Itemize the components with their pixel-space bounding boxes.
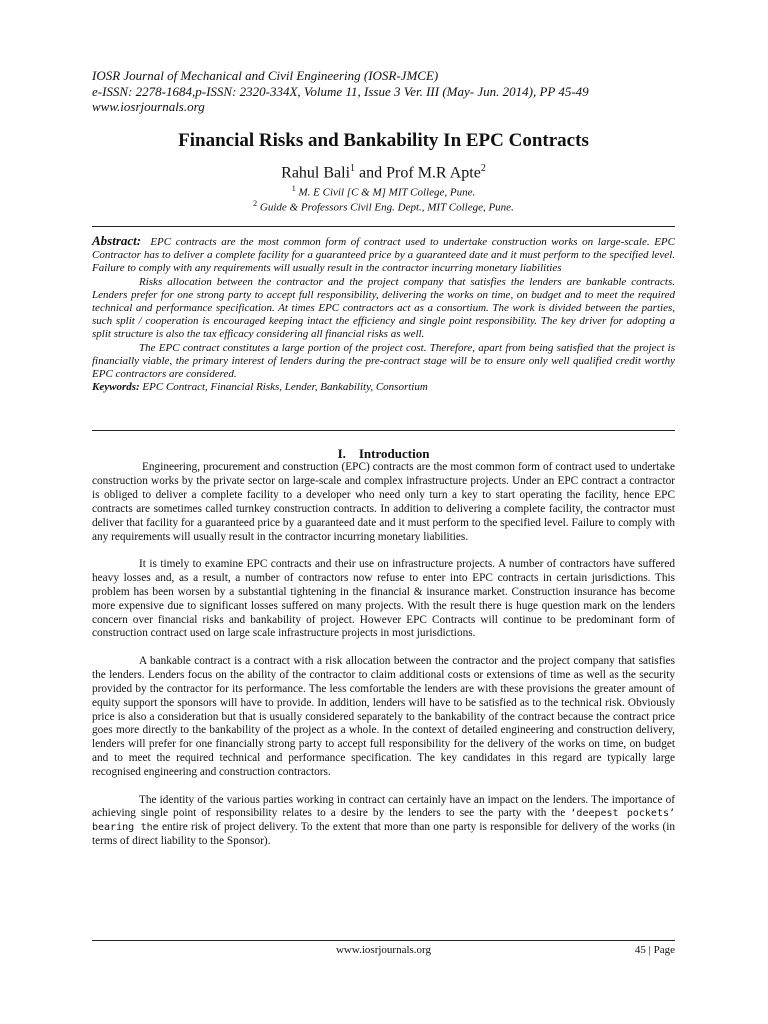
keywords-label: Keywords: xyxy=(92,381,140,394)
author-1: Rahul Bali xyxy=(281,164,351,182)
affiliation-1 xyxy=(92,184,675,199)
abstract-paragraph-2: Risks allocation between the contractor and the project company that satisfies the lenders are bankable contracts. Lenders prefer for one strong party to accept full responsibility, delivering the works on time, on budget and to meet the required technical and performance specification. At times EPC contractors act as a consortium. The work is divided between the parties, such split / cooperation is encouraged keeping intact the efficiency and single point responsibility. The key driver for adopting a split structure is also the tax efficacy considering all financial risks as well. xyxy=(92,275,675,341)
abstract-paragraph-1 xyxy=(92,234,675,276)
footer-divider xyxy=(92,940,675,941)
body-paragraph-4-a: The identity of the various parties working in contract can certainly have an impact on the lenders. The importance of achieving single point of responsibility relates to a desire by the lenders to see the party with the xyxy=(92,793,675,820)
body-text xyxy=(92,461,675,863)
affiliation-1-sup: 1 xyxy=(291,184,296,193)
author-2: and Prof M.R Apte xyxy=(355,164,481,182)
body-paragraph-3: A bankable contract is a contract with a risk allocation between the contractor and the project company that satisfies the lenders. Lenders focus on the ability of the contractor to claim additional costs or extensions of time as well as the security provided by the contractor for its performance. The less comfortable the lenders are with these provisions the greater amount of equity support the sponsors will have to provide. In addition, lenders will have to be satisfied as to the technical risk. Obviously price is also a consideration but that is usually considered separately to the bankability of the contract because the contract price goes more directly to the bankability of the project as a whole. In the context of detailed engineering and construction delivery, lenders will prefer for one financially strong party to accept full responsibility for the delivery of the works on time, on budget and to meet the required technical and performance specification. The key candidates in this regard are typically large recognised engineering and construction contractors. xyxy=(92,654,675,779)
section-heading xyxy=(92,446,675,462)
abstract-divider xyxy=(92,430,675,431)
footer-page-number: 45 | Page xyxy=(634,944,675,956)
journal-header xyxy=(92,68,675,115)
header-divider xyxy=(92,226,675,227)
body-paragraph-4 xyxy=(92,794,675,850)
footer-site: www.iosrjournals.org xyxy=(335,944,432,956)
affiliation-1-text: M. E Civil [C & M] MIT College, Pune. xyxy=(298,186,476,199)
abstract-label: Abstract: xyxy=(92,233,142,248)
body-paragraph-2: It is timely to examine EPC contracts and their use on infrastructure projects. A number of contractors have suffered heavy losses and, as a result, a number of contractors now refuse to enter into EPC contracts in certain jurisdictions. This problem has been worsen by a substantial tightening in the financial & insurance market. Construction insurance has become more expensive due to significant losses suffered on many projects. With the result there is huge question mark on the lenders concern over financial risks and bankability of project. However EPC Contracts will continue to be predominant form of construction contract used on large scale infrastructure projects in most jurisdictions. xyxy=(92,557,675,640)
journal-issn: e-ISSN: 2278-1684,p-ISSN: 2320-334X, Volume 11, Issue 3 Ver. III (May- Jun. 2014), PP 45-49 xyxy=(92,83,589,99)
paper-authors xyxy=(92,163,675,182)
affiliation-2-sup: 2 xyxy=(253,199,258,208)
journal-url: www.iosrjournals.org xyxy=(92,99,205,114)
body-paragraph-4-b: entire risk of project delivery. To the extent that more than one party is responsible for delivery of the works (in terms of direct liability to the Sponsor). xyxy=(92,821,675,848)
affiliation-2-text: Guide & Professors Civil Eng. Dept., MIT College, Pune. xyxy=(259,201,514,214)
section-title: Introduction xyxy=(358,446,430,461)
abstract-paragraph-3: The EPC contract constitutes a large portion of the project cost. Therefore, apart from being satisfied that the project is financially viable, the primary interest of lenders during the pre-contract stage will be to ensure only well qualified credit worthy EPC contractors are considered. xyxy=(92,341,675,381)
author-1-sup: 1 xyxy=(350,163,356,174)
paper-title: Financial Risks and Bankability In EPC Contracts xyxy=(178,130,589,151)
abstract xyxy=(92,234,675,394)
body-paragraph-4-quote: ‘deepest pockets’ bearing the xyxy=(92,808,676,834)
affiliation-2 xyxy=(92,199,675,214)
section-number: I. xyxy=(337,446,346,461)
keywords xyxy=(92,381,675,394)
journal-name: IOSR Journal of Mechanical and Civil Engineering (IOSR-JMCE) xyxy=(92,68,439,83)
author-2-sup: 2 xyxy=(480,163,486,174)
keywords-text: EPC Contract, Financial Risks, Lender, Bankability, Consortium xyxy=(142,381,428,394)
abstract-text-1: EPC contracts are the most common form of contract used to undertake construction works on large-scale. EPC Contractor has to deliver a complete facility for a guaranteed price by a guaranteed date and it must perform to the specified level. Failure to comply with any requirements will usually result in the contractor incurring monetary liabilities xyxy=(92,236,675,275)
body-paragraph-1: Engineering, procurement and construction (EPC) contracts are the most common form of contract used to undertake construction works by the private sector on large-scale and complex infrastructure projects. Under an EPC contract a contractor is obliged to deliver a complete facility to a developer who need only turn a key to start operating the facility, hence EPC contracts are sometimes called turnkey construction contracts. In addition to delivering a complete facility, the contractor must deliver that facility for a guaranteed price by a guaranteed date and it must perform to the specified level. Failure to comply with any requirements will usually result in the contractor incurring monetary liabilities. xyxy=(92,461,675,543)
